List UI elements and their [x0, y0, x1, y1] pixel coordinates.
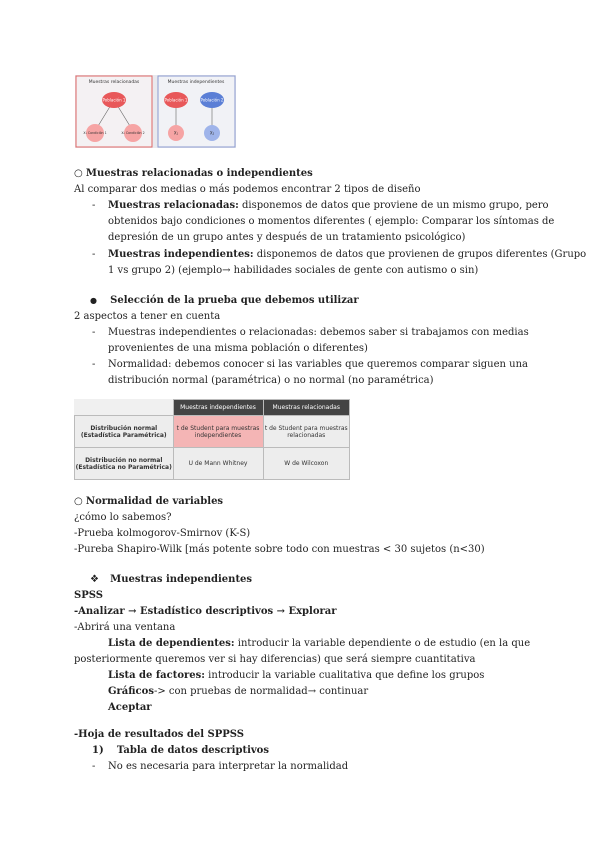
item-number: 1)	[92, 745, 104, 756]
dot-bullet-icon: ●	[90, 296, 97, 305]
dash-icon: -	[92, 249, 96, 260]
sw-test-line: -Pureba Shapiro-Wilk [más potente sobre todo con muestras < 30 sujetos (n<30)	[74, 544, 485, 555]
analizar-path: -Analizar → Estadístico descriptivos → Explorar	[74, 606, 337, 617]
cell-t-related: t de Student para muestras relacionadas	[263, 416, 350, 448]
section2-item1-line2: provenientes de una misma población o diferentes)	[108, 343, 368, 354]
related-title: Muestras relacionadas	[88, 80, 140, 85]
section2-item2-line1: Normalidad: debemos conocer si las variables que queremos comparar siguen una	[108, 359, 529, 370]
ks-test-line: -Prueba kolmogorov-Smirnov (K-S)	[74, 528, 251, 539]
section2-item1-line1: Muestras independientes o relacionadas: debemos saber si trabajamos con medias	[108, 327, 529, 338]
spss-label: SPSS	[74, 590, 103, 601]
descriptives-table-title: Tabla de datos descriptivos	[116, 745, 269, 756]
related-child-b-label: X₂ Condición 2	[121, 131, 145, 135]
related-item-line2: obtenidos bajo condiciones o momentos diferentes ( ejemplo: Comparar los síntomas de	[108, 216, 555, 227]
circle-bullet-icon: ○	[74, 168, 83, 179]
row-normal-header: Distribución normal (Estadística Paramétrica)	[75, 416, 174, 448]
dash-icon: -	[92, 327, 96, 338]
independent-item-line2: 1 vs grupo 2) (ejemplo→ habilidades sociales de gente con autismo o sin)	[108, 265, 479, 276]
dependents-line1: Lista de dependientes: introducir la variable dependiente o de estudio (en la que	[108, 638, 531, 649]
diamond-bullet-icon: ❖	[90, 574, 99, 585]
col-independent: Muestras independientes	[173, 400, 263, 416]
cell-wilcoxon: W de Wilcoxon	[263, 448, 350, 480]
related-child-a-label: X₁ Condición 1	[83, 131, 107, 135]
independent-item-term: Muestras independientes:	[108, 249, 254, 260]
section3-heading	[74, 495, 223, 508]
cell-mann-whitney: U de Mann Whitney	[173, 448, 263, 480]
dependents-line2: posteriormente queremos ver si hay diferencias) que será siempre cuantitativa	[74, 654, 476, 665]
section2-intro: 2 aspectos a tener en cuenta	[74, 311, 221, 322]
section4-title: Muestras independientes	[110, 574, 253, 585]
aceptar-label: Aceptar	[108, 702, 152, 713]
related-root-label: Población 1	[102, 97, 126, 103]
dash-icon: -	[92, 200, 96, 211]
related-item-line1	[108, 199, 549, 212]
independent-child-a-label: X₁	[173, 130, 179, 136]
section1-title: Muestras relacionadas o independientes	[85, 168, 313, 179]
results-sheet-heading: -Hoja de resultados del SPPSS	[74, 729, 245, 740]
abrira-line: -Abrirá una ventana	[74, 622, 176, 633]
factors-term: Lista de factores:	[108, 670, 205, 681]
design-diagram-svg	[75, 75, 236, 148]
section3-title: Normalidad de variables	[85, 496, 224, 507]
section3-question: ¿cómo lo sabemos?	[74, 512, 172, 523]
independent-child-b-label: X₂	[209, 130, 215, 136]
section2-item2-line2: distribución normal (paramétrica) o no normal (no paramétrica)	[108, 375, 434, 386]
section4-heading	[90, 573, 252, 586]
test-selection-table	[74, 399, 350, 480]
col-related: Muestras relacionadas	[263, 400, 350, 416]
graphics-term: Gráficos	[108, 686, 154, 697]
not-necessary-line: No es necesaria para interpretar la normalidad	[108, 761, 349, 772]
independent-root-a-label: Población 1	[164, 97, 188, 103]
related-item-text1: disponemos de datos que proviene de un mismo grupo, pero	[238, 200, 549, 211]
numbered-item	[92, 744, 269, 757]
related-item-line3: depresión de un grupo antes y después de un tratamiento psicológico)	[108, 232, 466, 243]
independent-item-line1	[108, 248, 586, 261]
row-nonnormal-header: Distribución no normal (Estadística no Paramétrica)	[75, 448, 174, 480]
design-diagram	[75, 75, 236, 148]
related-item-term: Muestras relacionadas:	[108, 200, 239, 211]
independent-item-text1: disponemos de datos que provienen de grupos diferentes (Grupo	[253, 249, 587, 260]
dash-icon: -	[92, 761, 96, 772]
dependents-term: Lista de dependientes:	[108, 638, 235, 649]
section2-title: Selección de la prueba que debemos utilizar	[110, 295, 359, 306]
graphics-line: Gráficos-> con pruebas de normalidad→ continuar	[108, 686, 369, 697]
cell-t-independent: t de Student para muestras independientes	[173, 416, 263, 448]
circle-bullet-icon: ○	[74, 496, 83, 507]
section2-heading	[90, 294, 359, 307]
section1-intro: Al comparar dos medias o más podemos encontrar 2 tipos de diseño	[74, 184, 421, 195]
test-selection-table-image	[74, 399, 350, 479]
independent-root-b-label: Población 2	[200, 97, 224, 103]
section1-heading	[74, 167, 313, 180]
factors-line: Lista de factores: introducir la variable cualitativa que define los grupos	[108, 670, 485, 681]
independent-title: Muestras independientes	[167, 80, 225, 85]
dash-icon: -	[92, 359, 96, 370]
